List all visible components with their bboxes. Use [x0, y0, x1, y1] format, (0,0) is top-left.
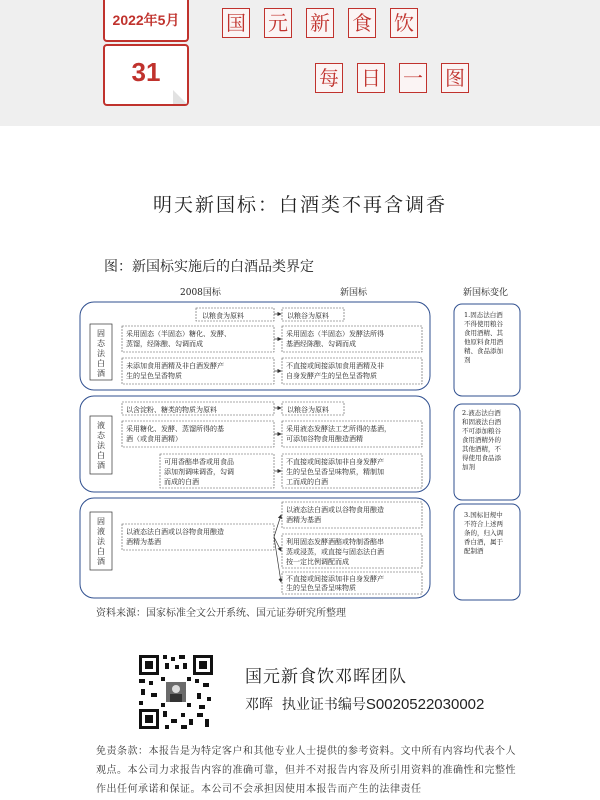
arrow: [274, 515, 281, 537]
calendar-month-label: 2022年5月: [112, 12, 180, 28]
new-box-text: 以粮谷为原料: [287, 406, 329, 414]
brand-char: 国: [222, 8, 250, 38]
brand-title: [222, 8, 432, 38]
calendar-month: [103, 0, 189, 42]
cert-number: S0020522030002: [365, 696, 485, 713]
qr-code-icon: [137, 653, 215, 731]
brand-char: 元: [264, 8, 292, 38]
new-box-text: 利用固态发酵酒醅或特制香醅串蒸或浸蒸，或直接与固态法白酒按一定比例调配而成: [286, 538, 384, 566]
change-text: 1.固态法白酒不得使用粮谷食用酒精、其他原料食用酒精、食品添加剂: [464, 311, 503, 364]
old-box-text: 以液态法白酒或以谷物食用酿造酒精为基酒: [126, 528, 224, 546]
brand-char: 饮: [390, 8, 418, 38]
new-box-text: 以液态法白酒或以谷物食用酿造酒精为基酒: [286, 506, 384, 524]
source-note: 资料来源：国家标准全文公开系统、国元证券研究所整理: [96, 608, 346, 619]
old-box-text: 以含淀粉、糖类的物质为原料: [126, 406, 217, 414]
change-text: 3.国标旧规中不符合上述两条的，归入调香白酒，属于配制酒: [464, 511, 503, 555]
old-box-text: 采用糖化、发酵、蒸馏所得的基酒（或食用酒精）: [126, 425, 224, 443]
new-box-text: 以粮谷为原料: [287, 312, 329, 320]
new-box-text: 不直接或间接添加非自身发酵产生的呈色呈香呈味物质: [286, 575, 384, 592]
series-char: 日: [357, 63, 385, 93]
cert-label: 执业证书编号: [281, 697, 366, 713]
classification-diagram: [78, 284, 524, 602]
old-box-text: 以粮食为原料: [202, 312, 244, 320]
series-char: 图: [441, 63, 469, 93]
col-header-change: 新国标变化: [463, 288, 509, 298]
team-name: 国元新食饮邓晖团队: [245, 667, 407, 687]
new-box-text: 不直接或间接添加非自身发酵产生的呈色呈香呈味物质，精制加工而成的白酒: [286, 458, 384, 486]
series-title: [315, 63, 483, 93]
series-char: 每: [315, 63, 343, 93]
group-label: 固液法白酒: [97, 517, 105, 566]
calendar-day-label: 31: [131, 57, 161, 87]
change-text: 2.液态法白酒和固液法白酒不可添加粮谷食用酒精外的其他酒精，不得使用食品添加剂: [462, 409, 501, 471]
new-box-text: 采用液态发酵法工艺所得的基酒，可添加谷物食用酿造酒精: [286, 425, 391, 443]
old-box-text: 采用固态（半固态）糖化、发酵、蒸馏，经陈酿、勾调而成: [126, 330, 231, 348]
old-box-text: 可用香醅串香或用食品添加剂调味调香，勾调而成的白酒: [164, 458, 234, 486]
disclaimer: 免责条款：本报告是为特定客户和其他专业人士提供的参考资料。文中所有内容均代表个人观点。本公司力求报告内容的准确可靠，但并不对报告内容及所引用资料的准确性和完整性作出任何承诺和保证。本公司不会承担因使用本报告而产生的法律责任: [96, 746, 516, 795]
calendar-day: [103, 44, 189, 106]
group-label: 液态法白酒: [97, 421, 105, 470]
header-banner: [0, 0, 600, 126]
new-box-text: 采用固态（半固态）发酵法所得基酒经陈酿、勾调而成: [286, 330, 384, 348]
new-box-text: 不直接或间接添加食用酒精及非自身发酵产生的呈色呈香物质: [286, 362, 384, 380]
page-fold-icon: [173, 90, 187, 104]
brand-char: 新: [306, 8, 334, 38]
col-header-new: 新国标: [340, 288, 368, 298]
analyst-cert: [245, 694, 484, 714]
calendar-icon: [103, 0, 189, 112]
page-title: 明天新国标：白酒类不再含调香: [152, 194, 447, 216]
old-box-text: 未添加食用酒精及非白酒发酵产生的呈色呈香物质: [126, 362, 224, 380]
figure-caption: 图：新国标实施后的白酒品类界定: [104, 259, 314, 275]
analyst-name: 邓晖: [245, 697, 273, 713]
series-char: 一: [399, 63, 427, 93]
brand-char: 食: [348, 8, 376, 38]
col-header-2008: 2008国标: [180, 288, 221, 298]
group-label: 固态法白酒: [97, 329, 105, 378]
